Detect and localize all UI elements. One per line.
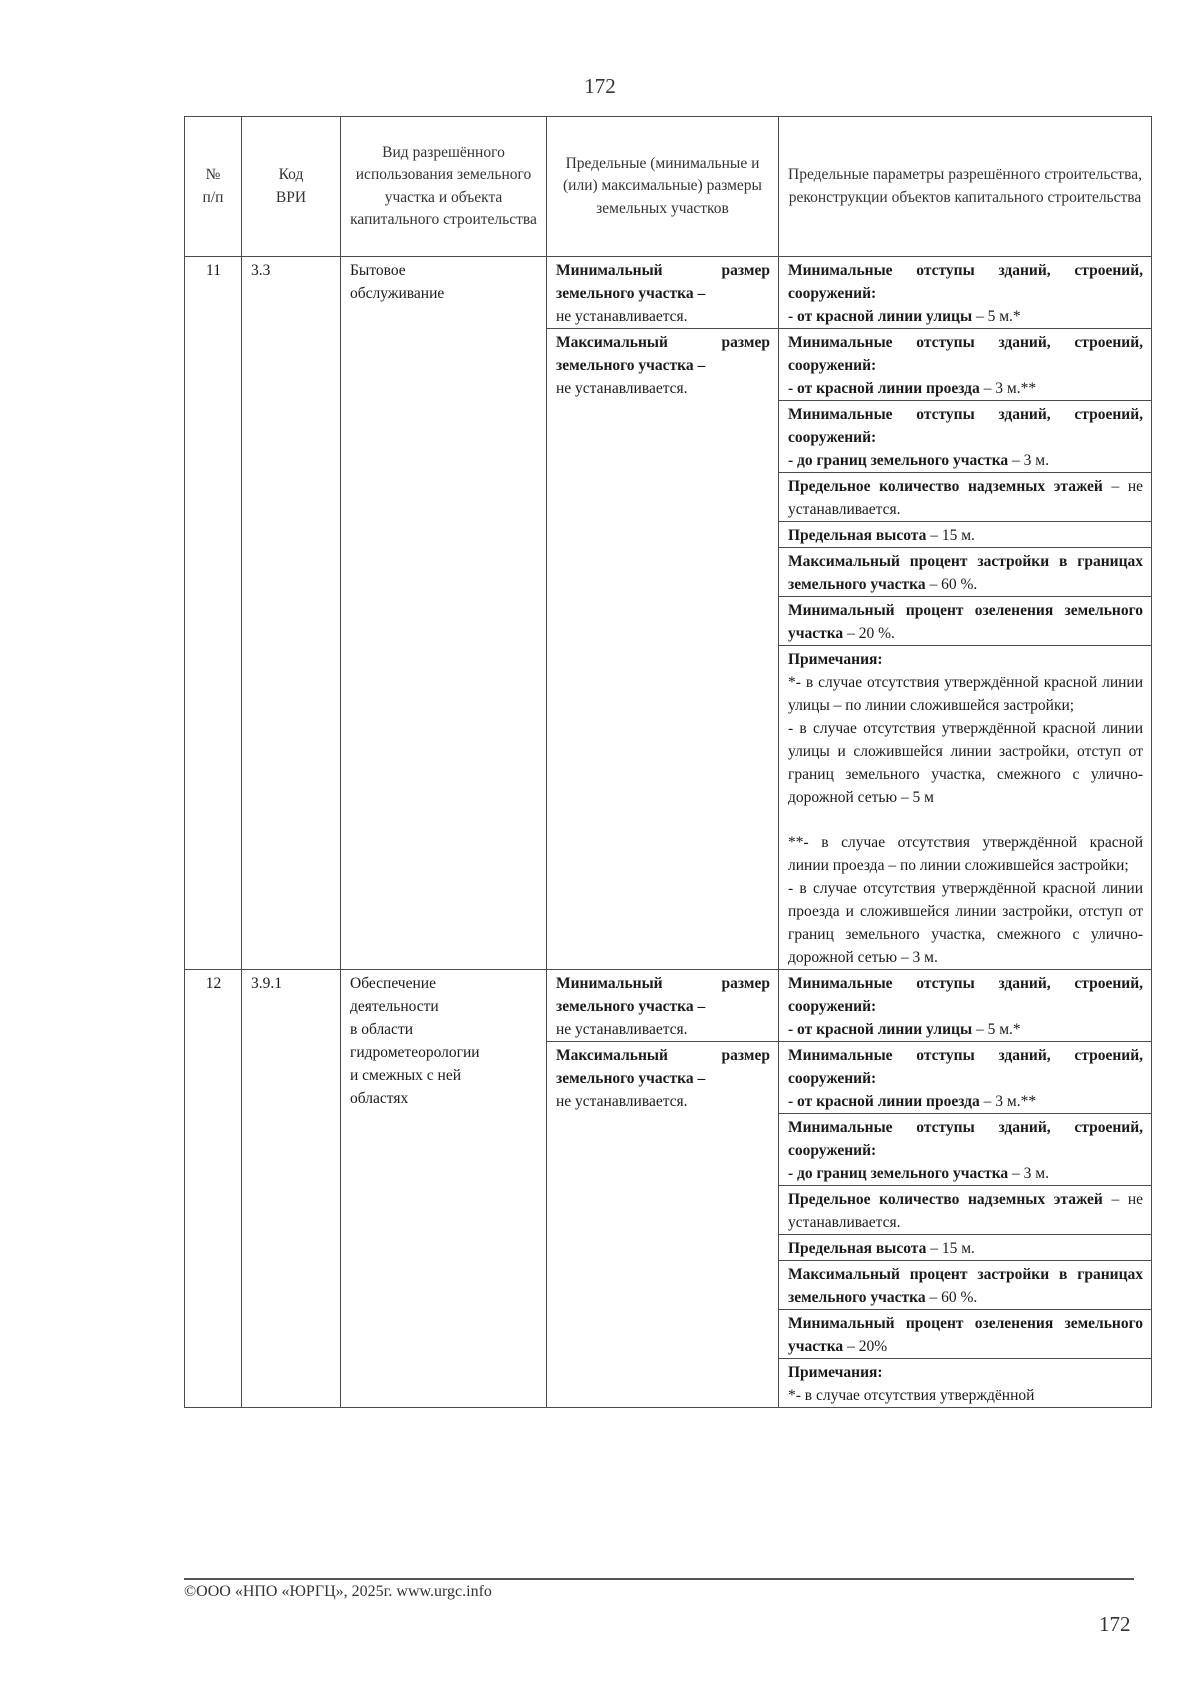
param-label: Минимальные отступы зданий, строений, сооружений: xyxy=(788,975,1143,1015)
param-label: Предельное количество надземных этажей xyxy=(788,1191,1103,1208)
table-row-12 xyxy=(185,970,1152,1042)
param-suffix: – 5 м.* xyxy=(972,308,1021,325)
note-spacer xyxy=(788,809,1143,831)
param-label: Минимальные отступы зданий, строений, сооружений: xyxy=(788,262,1143,302)
param-suffix: – 15 м. xyxy=(926,527,975,544)
param-indent-boundary xyxy=(779,401,1152,473)
param-label: Максимальный процент застройки в границах земельного участка xyxy=(788,1266,1143,1306)
param-indent-street xyxy=(779,257,1152,329)
row-code: 3.3 xyxy=(242,257,341,970)
regulations-table xyxy=(184,116,1152,1408)
param-suffix: – не устанавливается. xyxy=(788,478,1143,518)
min-plot-size-value: не устанавливается. xyxy=(556,308,688,325)
param-indent-driveway xyxy=(779,1042,1152,1114)
param-suffix: – 60 %. xyxy=(925,576,978,593)
note-item: - в случае отсутствия утверждённой красной линии улицы и сложившейся линии застройки, отступ от границ земельного участка, смежного с улично-дорожной сетью – 5 м xyxy=(788,720,1143,806)
param-suffix: – 3 м.** xyxy=(979,1093,1037,1110)
param-suffix: – 15 м. xyxy=(926,1240,975,1257)
param-label: Минимальный процент озеленения земельного участка xyxy=(788,1315,1143,1355)
max-plot-size-value: не устанавливается. xyxy=(556,1093,688,1110)
param-label: Максимальный процент застройки в границах земельного участка xyxy=(788,553,1143,593)
row-number: 11 xyxy=(185,257,242,970)
min-plot-size-cell xyxy=(547,257,779,329)
param-label: Предельное количество надземных этажей xyxy=(788,478,1103,495)
param-floors xyxy=(779,1186,1152,1235)
min-plot-size-label: Минимальный размер земельного участка – xyxy=(556,975,770,1015)
min-plot-size-value: не устанавливается. xyxy=(556,1021,688,1038)
row-use-type: Бытовое обслуживание xyxy=(341,257,547,970)
param-suffix: – не устанавливается. xyxy=(788,1191,1143,1231)
min-plot-size-cell xyxy=(547,970,779,1042)
param-suffix: – 3 м.** xyxy=(979,380,1037,397)
header-code: Код ВРИ xyxy=(242,117,341,257)
note-item: - в случае отсутствия утверждённой красной линии проезда и сложившейся линии застройки, отступ от границ земельного участка, смежного с улично-дорожной сетью – 3 м. xyxy=(788,880,1143,966)
table-row-11 xyxy=(185,257,1152,329)
max-plot-size-cell xyxy=(547,329,779,970)
header-build-params: Предельные параметры разрешённого строительства, реконструкции объектов капитального строительства xyxy=(779,117,1152,257)
param-indent-driveway xyxy=(779,329,1152,401)
param-value: - от красной линии улицы xyxy=(788,1021,973,1038)
param-suffix: – 5 м.* xyxy=(972,1021,1021,1038)
param-build-percent xyxy=(779,548,1152,597)
param-green-percent xyxy=(779,597,1152,646)
param-height xyxy=(779,522,1152,548)
max-plot-size-label: Максимальный размер земельного участка – xyxy=(556,1047,770,1087)
header-plot-sizes: Предельные (минимальные и (или) максимальные) размеры земельных участков xyxy=(547,117,779,257)
param-label: Минимальный процент озеленения земельного участка xyxy=(788,602,1143,642)
notes-title: Примечания: xyxy=(788,1364,883,1381)
row-number: 12 xyxy=(185,970,242,1408)
param-suffix: – 3 м. xyxy=(1008,1165,1049,1182)
footer-divider xyxy=(184,1578,1134,1580)
param-value: - от красной линии проезда xyxy=(788,1093,980,1110)
note-item: *- в случае отсутствия утверждённой красной линии улицы – по линии сложившейся застройки; xyxy=(788,674,1143,714)
note-item: **- в случае отсутствия утверждённой красной линии проезда – по линии сложившейся застройки; xyxy=(788,834,1143,874)
row-code: 3.9.1 xyxy=(242,970,341,1408)
param-label: Предельная высота xyxy=(788,1240,927,1257)
param-suffix: – 20% xyxy=(843,1338,888,1355)
param-label: Минимальные отступы зданий, строений, сооружений: xyxy=(788,1119,1143,1159)
page-number-top: 172 xyxy=(584,74,616,98)
notes-title: Примечания: xyxy=(788,651,883,668)
param-floors xyxy=(779,473,1152,522)
param-build-percent xyxy=(779,1261,1152,1310)
min-plot-size-label: Минимальный размер земельного участка – xyxy=(556,262,770,302)
param-indent-boundary xyxy=(779,1114,1152,1186)
table-header-row xyxy=(185,117,1152,257)
param-label: Минимальные отступы зданий, строений, сооружений: xyxy=(788,1047,1143,1087)
max-plot-size-label: Максимальный размер земельного участка – xyxy=(556,334,770,374)
param-suffix: – 3 м. xyxy=(1008,452,1049,469)
max-plot-size-value: не устанавливается. xyxy=(556,380,688,397)
note-item: *- в случае отсутствия утверждённой xyxy=(788,1387,1035,1404)
param-label: Предельная высота xyxy=(788,527,927,544)
param-value: - до границ земельного участка xyxy=(788,1165,1009,1182)
header-use-type: Вид разрешённого использования земельного участка и объекта капитального строительства xyxy=(341,117,547,257)
param-label: Минимальные отступы зданий, строений, сооружений: xyxy=(788,406,1143,446)
param-value: - от красной линии улицы xyxy=(788,308,973,325)
notes-cell xyxy=(779,646,1152,970)
param-green-percent xyxy=(779,1310,1152,1359)
param-indent-street xyxy=(779,970,1152,1042)
header-number: № п/п xyxy=(185,117,242,257)
notes-cell xyxy=(779,1359,1152,1408)
param-label: Минимальные отступы зданий, строений, сооружений: xyxy=(788,334,1143,374)
param-value: - от красной линии проезда xyxy=(788,380,980,397)
row-use-type: Обеспечение деятельности в области гидрометеорологии и смежных с ней областях xyxy=(341,970,547,1408)
max-plot-size-cell xyxy=(547,1042,779,1408)
param-height xyxy=(779,1235,1152,1261)
param-suffix: – 20 %. xyxy=(843,625,895,642)
param-value: - до границ земельного участка xyxy=(788,452,1009,469)
footer-copyright: ©ООО «НПО «ЮРГЦ», 2025г. www.urgc.info xyxy=(184,1583,492,1600)
param-suffix: – 60 %. xyxy=(925,1289,978,1306)
page-number-bottom: 172 xyxy=(1099,1612,1131,1636)
